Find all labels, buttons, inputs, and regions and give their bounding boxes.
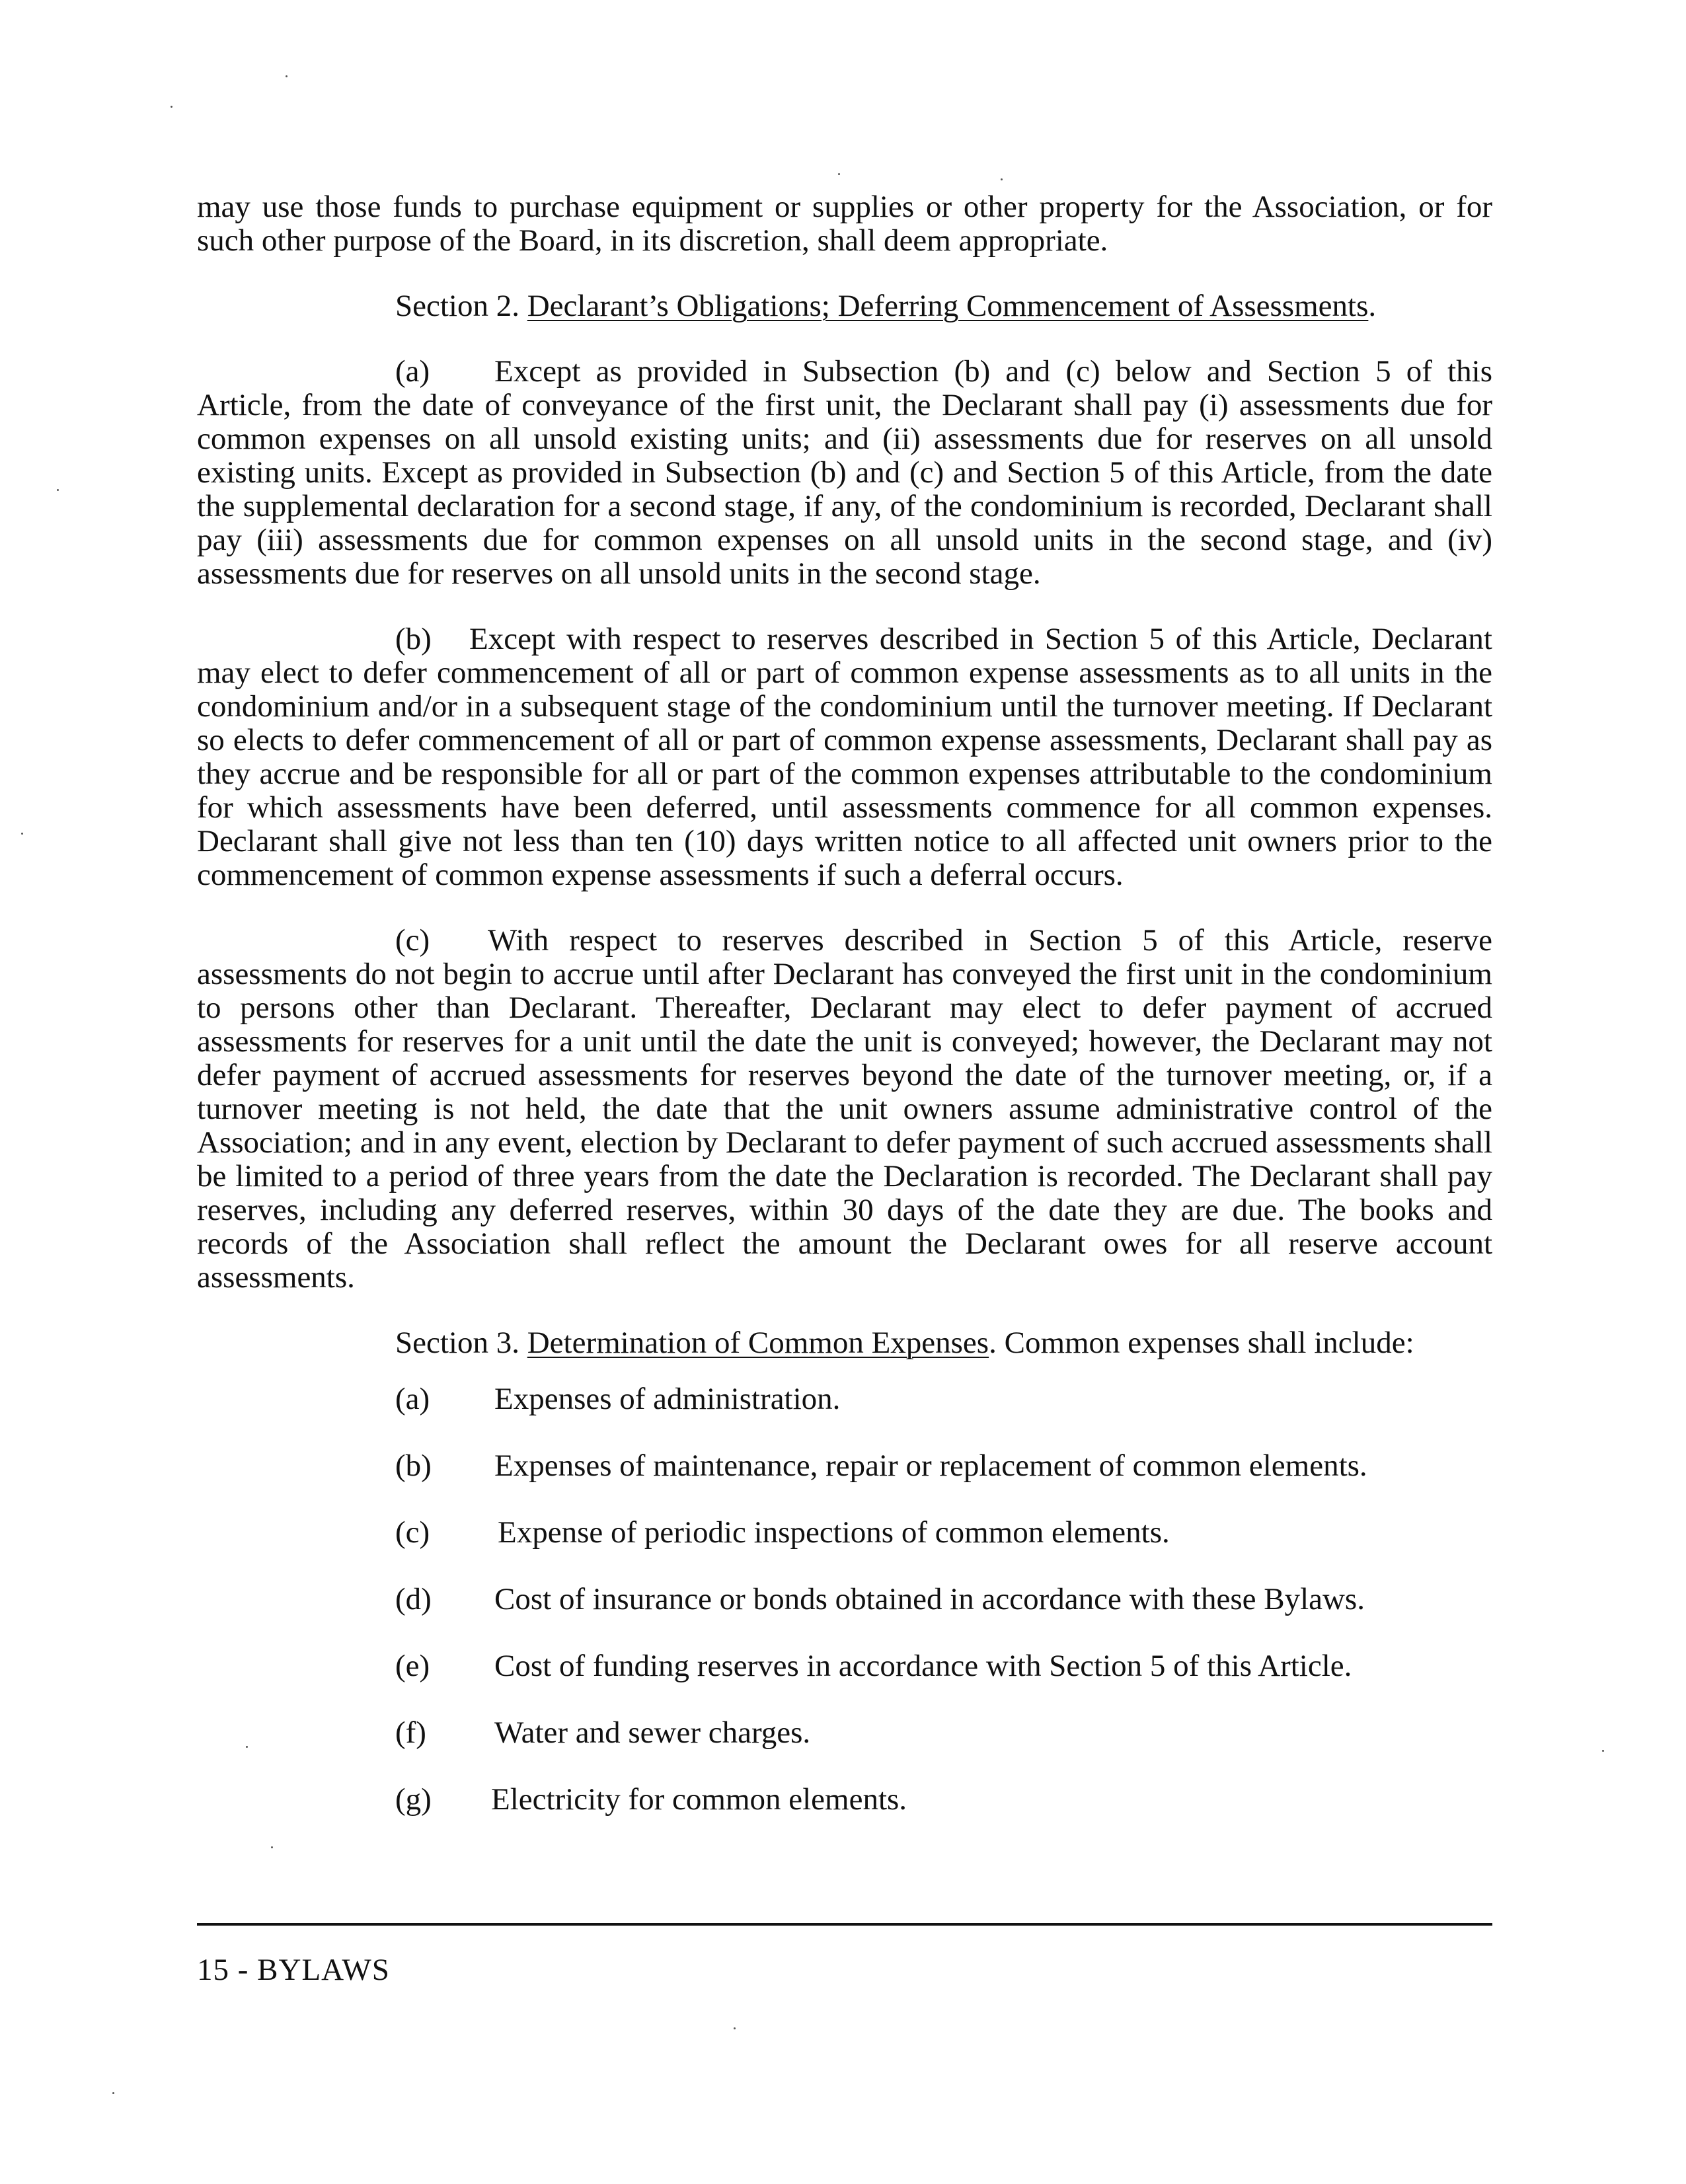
section-2-suffix: . bbox=[1368, 289, 1377, 323]
list-item bbox=[197, 1583, 1492, 1616]
list-item-text: Electricity for common elements. bbox=[491, 1782, 907, 1817]
list-item-label: (b) bbox=[395, 1449, 432, 1483]
scan-speck bbox=[57, 489, 59, 491]
list-item bbox=[197, 1716, 1492, 1750]
document-page bbox=[197, 190, 1492, 1817]
section-3-heading bbox=[197, 1326, 1492, 1360]
list-item-label: (g) bbox=[395, 1782, 432, 1817]
scan-speck bbox=[838, 173, 840, 175]
scan-speck bbox=[286, 75, 287, 77]
scan-speck bbox=[1602, 1750, 1604, 1752]
list-item-label: (f) bbox=[395, 1715, 426, 1750]
paragraph-label: (a) bbox=[395, 354, 430, 389]
list-item-text: Water and sewer charges. bbox=[494, 1715, 811, 1750]
section-2-paragraph-c bbox=[197, 924, 1492, 1295]
paragraph-text: With respect to reserves described in Section 5 of this Article, reserve assessments do not begin to accrue until after Declarant has conveyed the first unit in the condominium to persons other than Declarant. Thereafter, Declarant may elect to defer payment of accrued assessments for reserves for a unit until the date the unit is conveyed; however, the Declarant may not defer payment of accrued assessments for reserves beyond the date of the turnover meeting, or, if a turnover meeting is not held, the date that the unit owners assume administrative control of the Association; and in any event, election by Declarant to defer payment of such accrued assessments shall be limited to a period of three years from the date the Declaration is recorded. The Declarant shall pay reserves, including any deferred reserves, within 30 days of the date they are due. The books and records of the Association shall reflect the amount the Declarant owes for all reserve account assessments. bbox=[197, 923, 1492, 1295]
section-3-title: Determination of Common Expenses bbox=[527, 1326, 989, 1360]
footer-rule bbox=[197, 1923, 1492, 1926]
list-item-label: (c) bbox=[395, 1515, 430, 1550]
paragraph-label: (c) bbox=[395, 923, 430, 958]
list-item-text: Expenses of administration. bbox=[494, 1382, 841, 1416]
list-item-label: (e) bbox=[395, 1649, 430, 1683]
section-2-title: Declarant’s Obligations; Deferring Commencement of Assessments bbox=[527, 289, 1369, 323]
list-item-text: Cost of funding reserves in accordance with Section 5 of this Article. bbox=[494, 1649, 1352, 1683]
list-item bbox=[197, 1382, 1492, 1416]
list-item-text: Expense of periodic inspections of common elements. bbox=[498, 1515, 1170, 1550]
section-2-paragraph-a bbox=[197, 355, 1492, 591]
section-2-prefix: Section 2. bbox=[395, 289, 527, 323]
scan-speck bbox=[1001, 178, 1003, 180]
list-item bbox=[197, 1649, 1492, 1683]
list-item bbox=[197, 1449, 1492, 1483]
list-item-text: Cost of insurance or bonds obtained in accordance with these Bylaws. bbox=[494, 1582, 1365, 1616]
section-2-heading bbox=[197, 289, 1492, 323]
list-item bbox=[197, 1516, 1492, 1550]
page-footer: 15 - BYLAWS bbox=[197, 1953, 390, 1987]
continuation-paragraph: may use those funds to purchase equipment or supplies or other property for the Association, or for such other purpose of the Board, in its discretion, shall deem appropriate. bbox=[197, 190, 1492, 258]
scan-speck bbox=[271, 1846, 273, 1848]
paragraph-label: (b) bbox=[395, 622, 432, 656]
scan-speck bbox=[734, 2027, 736, 2029]
scan-speck bbox=[171, 106, 172, 108]
section-3-prefix: Section 3. bbox=[395, 1326, 527, 1360]
common-expenses-list bbox=[197, 1382, 1492, 1817]
section-3-suffix: . Common expenses shall include: bbox=[989, 1326, 1414, 1360]
list-item-label: (d) bbox=[395, 1582, 432, 1616]
scan-speck bbox=[112, 2092, 114, 2094]
list-item-text: Expenses of maintenance, repair or replacement of common elements. bbox=[494, 1449, 1367, 1483]
paragraph-text: Except with respect to reserves described in Section 5 of this Article, Declarant may elect to defer commencement of all or part of common expense assessments as to all units in the condominium and/or in a subsequent stage of the condominium until the turnover meeting. If Declarant so elects to defer commencement of all or part of common expense assessments, Declarant shall pay as they accrue and be responsible for all or part of the common expenses attributable to the condominium for which assessments have been deferred, until assessments commence for all common expenses. Declarant shall give not less than ten (10) days written notice to all affected unit owners prior to the commencement of common expense assessments if such a deferral occurs. bbox=[197, 622, 1492, 892]
list-item bbox=[197, 1783, 1492, 1817]
paragraph-text: Except as provided in Subsection (b) and (c) below and Section 5 of this Article, from the date of conveyance of the first unit, the Declarant shall pay (i) assessments due for common expenses on all unsold existing units; and (ii) assessments due for reserves on all unsold existing units. Except as provided in Subsection (b) and (c) and Section 5 of this Article, from the date the supplemental declaration for a second stage, if any, of the condominium is recorded, Declarant shall pay (iii) assessments due for common expenses on all unsold units in the second stage, and (iv) assessments due for reserves on all unsold units in the second stage. bbox=[197, 354, 1492, 591]
section-2-paragraph-b bbox=[197, 622, 1492, 892]
list-item-label: (a) bbox=[395, 1382, 430, 1416]
scan-speck bbox=[21, 833, 23, 835]
